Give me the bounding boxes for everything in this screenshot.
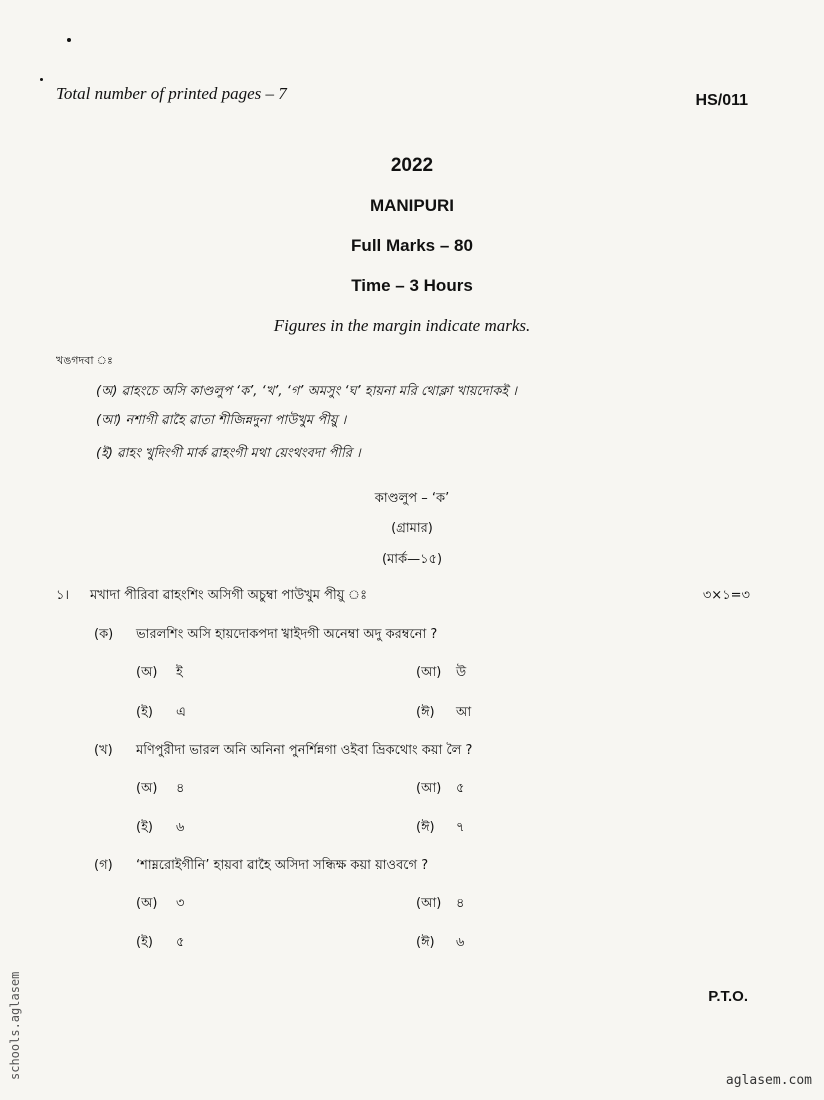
option-label: (ই) (136, 820, 153, 835)
speck-mark (67, 38, 71, 42)
exam-year: 2022 (390, 155, 434, 176)
printed-pages-note: Total number of printed pages – 7 (56, 84, 287, 103)
option-label: (আ) (416, 781, 442, 796)
option-label: (ঈ) (416, 820, 435, 835)
subquestion-label: (গ) (94, 858, 113, 873)
subquestion-text: মণিপুরীদা ভারল অনি অনিনা পুনর্শিন্নগা ওইবা ভ্রিকথোং কয়া লৈ ? (136, 743, 473, 758)
option-value: ৫ (456, 781, 465, 796)
section-marks: (মার্ক—১৫) (381, 552, 443, 567)
option-label: (ই) (136, 935, 153, 950)
option-value: ৩ (176, 896, 185, 911)
option-value: ৫ (176, 935, 185, 950)
section-title: কাণ্ডলুপ – ‘ক’ (374, 491, 450, 506)
option-value: উ (456, 665, 467, 680)
option-label: (অ) (136, 896, 158, 911)
option-label: (ঈ) (416, 705, 435, 720)
option-value: ৪ (176, 781, 185, 796)
option-label: (আ) (416, 665, 442, 680)
exam-time: Time – 3 Hours (351, 276, 473, 295)
option-label: (ই) (136, 705, 153, 720)
subject-title: MANIPURI (369, 196, 455, 215)
option-label: (অ) (136, 781, 158, 796)
option-label: (আ) (416, 896, 442, 911)
option-value: ৬ (176, 820, 185, 835)
paper-code: HS/011 (695, 92, 748, 109)
option-value: ৬ (456, 935, 465, 950)
question-number: ১। (56, 588, 70, 603)
figures-note: Figures in the margin indicate marks. (273, 316, 531, 335)
side-watermark: schools.aglasem (8, 971, 22, 1080)
option-value: ৪ (456, 896, 465, 911)
full-marks: Full Marks – 80 (351, 236, 473, 255)
option-value: আ (456, 705, 472, 720)
subquestion-text: ‘শাম্নরোইগীনি’ হায়বা ৱাহৈ অসিদা সন্ধিক্ষ কয়া য়াওবগে ? (136, 858, 429, 873)
option-label: (অ) (136, 665, 158, 680)
subquestion-label: (ক) (94, 627, 114, 642)
speck-mark (40, 78, 43, 81)
instruction-item: (আ) নশাগী ৱাহৈ ৱাতা শীজিন্নদুনা পাউখুম পীয়ু । (96, 413, 347, 428)
option-value: এ (176, 705, 186, 720)
subquestion-label: (খ) (94, 743, 113, 758)
please-turn-over: P.T.O. (708, 988, 748, 1005)
option-label: (ঈ) (416, 935, 435, 950)
option-value: ৭ (456, 820, 465, 835)
section-subtitle: (গ্রামার) (391, 521, 433, 536)
instruction-item: (ই) ৱাহং খুদিংগী মার্ক ৱাহংগী মথা য়েংথংবদা পীরি । (96, 446, 361, 461)
question-text: মখাদা পীরিবা ৱাহংশিং অসিগী অচুম্বা পাউখুম পীয়ু ঃ (90, 588, 368, 603)
instructions-heading: খঙগদবা ঃ (56, 354, 113, 367)
option-value: ই (176, 665, 183, 680)
question-marks: ৩×১=৩ (702, 588, 750, 603)
bottom-watermark: aglasem.com (725, 1073, 812, 1088)
subquestion-text: ভারলশিং অসি হায়দোকপদা খ্বাইদগী অনেম্বা অদু করম্বনো ? (136, 627, 438, 642)
instruction-item: (অ) ৱাহংচে অসি কাণ্ডলুপ ‘ক’, ‘খ’, ‘গ’ অমসুং ‘ঘ’ হায়না মরি থোক্লা খায়দোকই । (96, 384, 517, 399)
